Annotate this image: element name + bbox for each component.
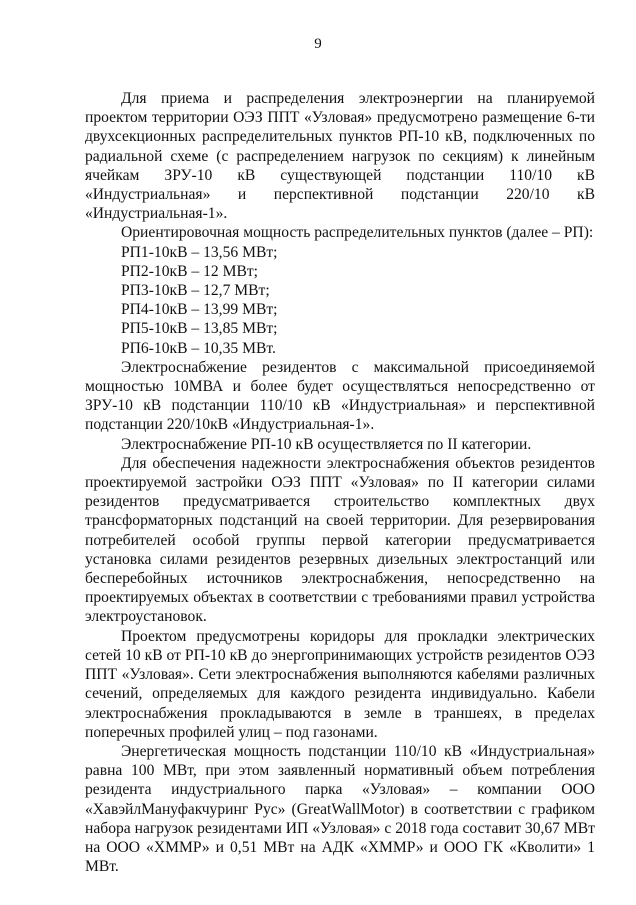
list-item-rp2: РП2-10кВ – 12 МВт; [121, 262, 258, 280]
paragraph-category: Электроснабжение РП-10 кВ осуществляется по II категории. [121, 435, 532, 453]
paragraph-reliability: Для обеспечения надежности электроснабжения объектов резидентов проектируемой застройки ОЭЗ ППТ «Узловая» по II категории силами резидентов предусматривается строительство комплектных двух трансформаторных подстанций на своей территории. Для резервирования потребителей особой группы первой категории предусматривается установка силами резидентов резервных дизельных электростанций или бесперебойных источников электроснабжения, непосредственно на проектируемых объектах в соответствии с требованиями правил устройства электроустановок. [85, 454, 595, 626]
list-item-rp4: РП4-10кВ – 13,99 МВт; [121, 301, 278, 319]
body-text [85, 89, 595, 876]
paragraph-substations: Для приема и распределения электроэнергии на планируемой проектом территории ОЭЗ ППТ «Узловая» предусмотрено размещение 6-ти двухсекционных распределительных пунктов РП-10 кВ, подключенных по радиальной схеме (с распределением нагрузок по секциям) к линейным ячейкам ЗРУ-10 кВ существующей подстанции 110/10 кВ «Индустриальная» и перспективной подстанции 220/10 кВ «Индустриальная-1». [85, 90, 595, 223]
list-item-rp6: РП6-10кВ – 10,35 МВт. [121, 339, 276, 357]
list-item-rp1: РП1-10кВ – 13,56 МВт; [121, 243, 278, 261]
list-item-rp3: РП3-10кВ – 12,7 МВт; [121, 282, 270, 300]
paragraph-large-residents: Электроснабжение резидентов с максимальной присоединяемой мощностью 10МВА и более будет осуществляться непосредственно от ЗРУ-10 кВ подстанции 110/10 кВ «Индустриальная» и перспективной подстанции 220/10кВ «Индустриальная-1». [85, 358, 595, 434]
paragraph-power-capacity: Энергетическая мощность подстанции 110/10 кВ «Индустриальная» равна 100 МВт, при этом заявленный нормативный объем потребления резидента индустриального парка «Узловая» – компании ООО «ХавэйлМануфакчуринг Рус» (GreatWallMotor) в соответствии с графиком набора нагрузок резидентами ИП «Узловая» с 2018 года составит 30,67 МВт на ООО «ХММР» и 0,51 МВт на АДК «ХММР» и ООО ГК «Кволити» 1 МВт. [85, 742, 595, 876]
page-number: 9 [314, 36, 322, 52]
paragraph-rp-capacity-intro: Ориентировочная мощность распределительных пунктов (далее – РП): [121, 224, 594, 242]
paragraph-corridors: Проектом предусмотрены коридоры для прокладки электрических сетей 10 кВ от РП-10 кВ до энергопринимающих устройств резидентов ОЭЗ ППТ «Узловая». Сети электроснабжения выполняются кабелями различных сечений, определяемых для каждого резидента индивидуально. Кабели электроснабжения прокладываются в земле в траншеях, в пределах поперечных профилей улиц – под газонами. [85, 627, 595, 741]
list-item-rp5: РП5-10кВ – 13,85 МВт; [121, 320, 278, 338]
